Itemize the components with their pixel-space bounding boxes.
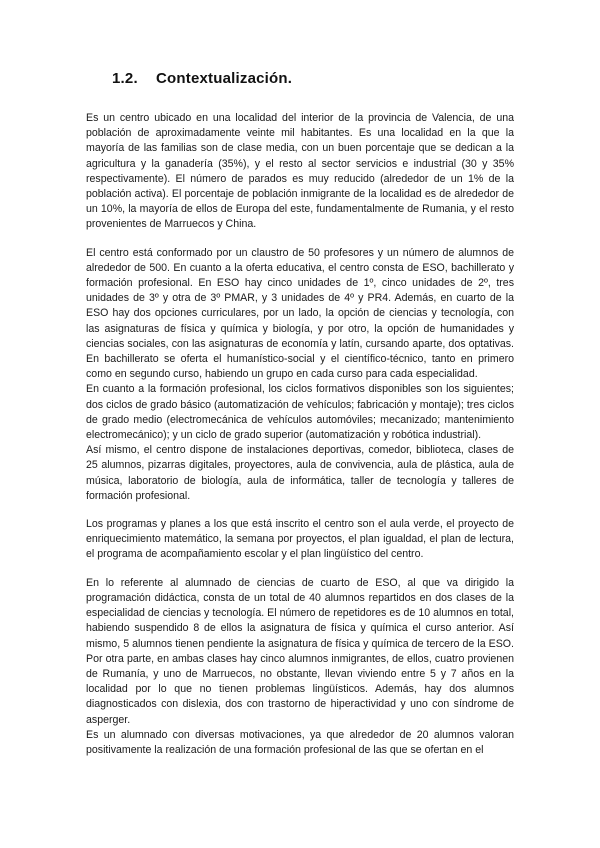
paragraph-facilities: Así mismo, el centro dispone de instalaciones deportivas, comedor, biblioteca, clases de 25 alumnos, pizarras digitales, proyectores, aula de convivencia, aula de plástica, aula de música, laboratorio de biología, aula de informática, taller de tecnología y talleres de formación profesional. — [86, 444, 514, 502]
section-title: Contextualización. — [156, 70, 293, 87]
paragraph-school-structure: El centro está conformado por un claustro de 50 profesores y un número de alumnos de alrededor de 500. En cuanto a la oferta educativa, el centro consta de ESO, bachillerato y formación profesional. En ESO hay cinco unidades de 1º, cinco unidades de 2º, tres unidades de 3º y otra de 3º PMAR, y 3 unidades de 4º y PR4. Además, en cuarto de la ESO hay dos opciones curriculares, por un lado, la opción de ciencias y tecnología, con las asignaturas de física y química y biología, y por otro, la opción de humanidades y ciencias sociales, con las asignaturas de economía y latín, cursando aparte, dos optativas. En bachillerato se oferta el humanístico-social y el científico-técnico, tanto en primero como en segundo curso, habiendo un grupo en cada curso para cada especialidad. — [86, 246, 514, 381]
paragraph-motivation: Es un alumnado con diversas motivaciones, ya que alrededor de 20 alumnos valoran positivamente la realización de una formación profesional de las que se ofertan en el — [86, 728, 514, 756]
paragraph-location: Es un centro ubicado en una localidad del interior de la provincia de Valencia, de una población de aproximadamente veinte mil habitantes. Es una localidad en la que la mayoría de las familias son de clase media, con un buen porcentaje que se dedican a la agricultura y la ganadería (35%), y el resto al sector servicios e industrial (30 y 35% respectivamente). El número de parados es muy reducido (alrededor de un 1% de la población activa). El porcentaje de población inmigrante de la localidad es de alrededor de un 10%, la mayoría de ellos de Europa del este, fundamentalmente de Rumania, y el resto provenientes de Marruecos y China. — [86, 112, 514, 231]
paragraph-vocational-training: En cuanto a la formación profesional, los ciclos formativos disponibles son los siguientes; dos ciclos de grado básico (automatización de vehículos; fabricación y montaje); tres ciclos de grado medio (electromecánica de vehículos automóviles; mecanizado; mantenimiento electromecánico); y un ciclo de grado superior (automatización y robótica industrial). — [86, 383, 514, 442]
paragraph-programs: Los programas y planes a los que está inscrito el centro son el aula verde, el proyecto de enriquecimiento matemático, la semana por proyectos, el plan igualdad, el plan de lectura, el programa de acompañamiento escolar y el plan lingüístico del centro. — [86, 518, 514, 561]
section-number: 1.2. — [112, 70, 138, 87]
paragraph-students: En lo referente al alumnado de ciencias de cuarto de ESO, al que va dirigido la programación didáctica, consta de un total de 40 alumnos repartidos en dos clases de la especialidad de ciencias y tecnología. El número de repetidores es de 10 alumnos en total, habiendo suspendido 8 de ellos la asignatura de física y química el curso anterior. Así mismo, 5 alumnos tienen pendiente la asignatura de física y química de tercero de la ESO. Por otra parte, en ambas clases hay cinco alumnos inmigrantes, de ellos, cuatro provienen de Rumanía, y uno de Marruecos, no obstante, llevan viviendo entre 5 y 7 años en la localidad por lo que no tienen problemas lingüísticos. Además, hay dos alumnos diagnosticados con dislexia, dos con trastorno de hiperactividad y uno con síndrome de asperger. — [86, 576, 514, 726]
section-heading — [86, 70, 514, 87]
